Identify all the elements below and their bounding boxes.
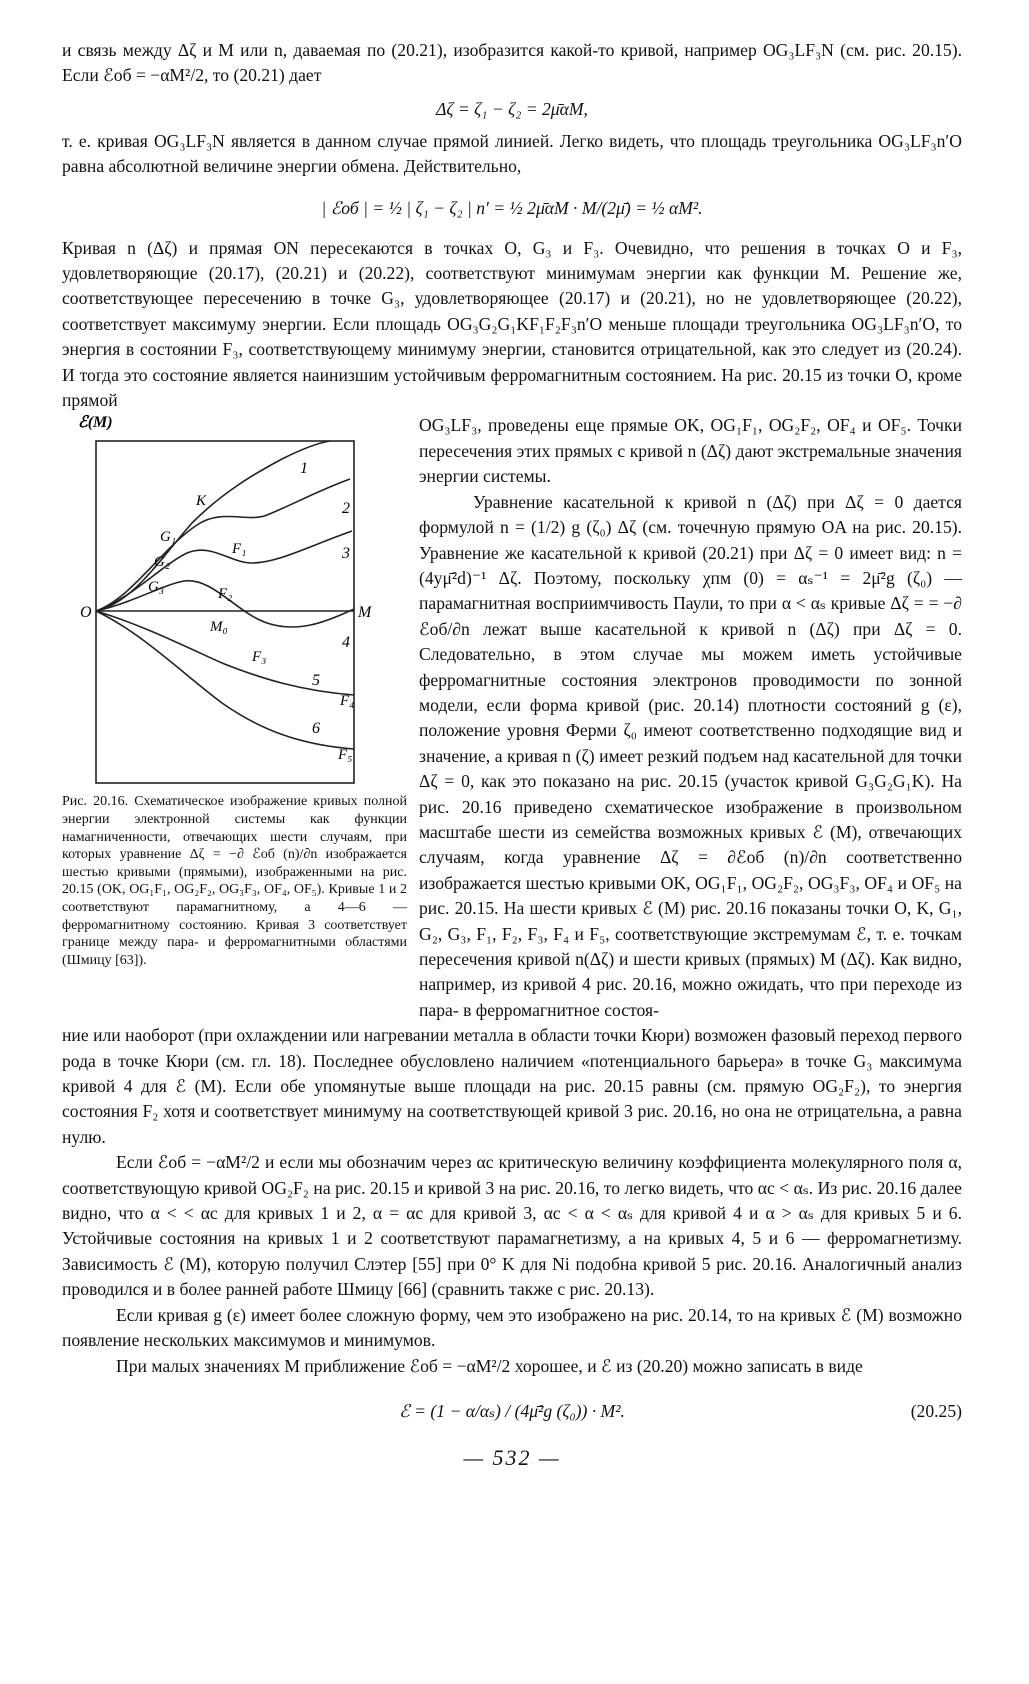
- axis-label-origin: O: [80, 604, 92, 622]
- point-label: K: [196, 493, 207, 510]
- paragraph: Уравнение касательной к кривой n (Δζ) при Δζ = 0 дается формулой n = (1/2) g (ζ₀) Δζ (см. точечную прямую OA на рис. 20.15). Уравнение же касательной к кривой (20.21) при Δζ = 0 имеет вид: n = (4yμ̄²d)⁻¹ Δζ. Поэтому, поскольку χпм (0) = αₛ⁻¹ = 2μ̄²g (ζ₀) — парамагнитная восприимчивость Паули, то при α < αₛ кривые Δζ = = −∂ ℰоб/∂n лежат выше касательной к кривой n (Δζ) при Δζ = 0. Следовательно, в этом случае мы можем иметь устойчивые ферромагнитные состояния электронов проводимости по зонной модели, если форма кривой (рис. 20.14) плотности состояний g (ε), положение уровня Ферми ζ₀ имеют соответственно подходящие вид и значение, а кривая n (ζ) имеет резкий подъем над касательной для точки Δζ = 0, как это показано на рис. 20.15 (участок кривой G₃G₂G₁K). На рис. 20.16 приведено схематическое изображение в произвольном масштабе шести из семейства возможных кривых ℰ (M), отвечающих случаям, когда уравнение Δζ = ∂ℰоб (n)/∂n соответственно изображается шестью кривыми OK, OG₁F₁, OG₂F₂, OG₃F₃, OF₄ и OF₅ на рис. 20.15. На шести кривых ℰ (M) рис. 20.16 показаны точки O, K, G₁, G₂, G₃, F₁, F₂, F₃, F₄ и F₅, соответствующие экстремумам ℰ, т. е. точкам пересечения кривой n(Δζ) и шести кривых (прямых) M (Δζ). Как видно, например, из кривой 4 рис. 20.16, можно ожидать, что при переходе из пара- в ферромагнитное состоя-: [419, 491, 962, 1020]
- paragraph: Кривая n (Δζ) и прямая ON пересекаются в точках O, G₃ и F₃. Очевидно, что решения в точках O и F₃, удовлетворяющие (20.17), (20.21) и (20.22), соответствуют минимумам энергии как функции M. Решение же, соответствующее пересечению в точке G₃, удовлетворяющее (20.17) и (20.21), но не удовлетворяющее (20.22), соответствует максимуму энергии. Если площадь OG₃G₂G₁KF₁F₂F₃n′O меньше площади треугольника OG₃LF₃n′O, то энергия в состоянии F₃, соответствующему минимуму энергии, становится отрицательной, как это следует из (20.24). И тогда это состояние является наинизшим устойчивым ферромагнитным состоянием. На рис. 20.15 из точки O, кроме прямой: [62, 237, 962, 411]
- page-number: — 532 —: [463, 1444, 561, 1470]
- point-label: G₃: [148, 579, 165, 596]
- point-label: F₃: [252, 649, 267, 666]
- point-label: M₀: [210, 619, 228, 636]
- right-column: [419, 413, 962, 1023]
- figure-20-16: [62, 413, 407, 1023]
- point-label: G₁: [160, 529, 177, 546]
- point-label: F₂: [218, 586, 233, 603]
- point-label: F₄: [340, 693, 355, 710]
- paragraph: Если ℰоб = −αM²/2 и если мы обозначим через αc критическую величину коэффициента молекулярного поля α, соответствующую кривой OG₂F₂ на рис. 20.15 и кривой 3 на рис. 20.16, то легко видеть, что αc < αₛ. Из рис. 20.16 далее видно, что α < < αc для кривых 1 и 2, α = αc для кривой 3, αc < α < αₛ для кривой 4 и α > αₛ для кривых 5 и 6. Устойчивые состояния на кривых 1 и 2 соответствуют парамагнетизму, а на кривых 4, 5 и 6 — ферромагнетизму. Зависимость ℰ (M), которую получил Слэтер [55] при 0° K для Ni подобна кривой 5 рис. 20.16. Аналогичный анализ проводился и в более ранней работе Шмицу [66] (сравнить также с рис. 20.13).: [62, 1152, 962, 1300]
- curve-label: 5: [312, 672, 320, 690]
- equation-20-25: [62, 1397, 962, 1425]
- equation-2: | ℰоб | = ½ | ζ₁ − ζ₂ | n′ = ½ 2μ̄αM · M/(2μ̄) = ½ αM².: [321, 197, 703, 218]
- curve-label: 3: [342, 545, 350, 563]
- paragraph: При малых значениях M приближение ℰоб = −αM²/2 хорошее, и ℰ из (20.20) можно записать в виде: [116, 1355, 863, 1376]
- equation-1: Δζ = ζ₁ − ζ₂ = 2μ̄αM,: [436, 98, 588, 119]
- paragraph: т. е. кривая OG₃LF₃N является в данном случае прямой линией. Легко видеть, что площадь треугольника OG₃LF₃n′O равна абсолютной величине энергии обмена. Действительно,: [62, 130, 962, 177]
- equation-number: (20.25): [910, 1400, 962, 1421]
- paragraph: ние или наоборот (при охлаждении или нагревании металла в области точки Кюри) возможен фазовый переход первого рода в точке Кюри (см. гл. 18). Последнее обусловлено наличием «потенциального барьера» в точке G₃ максимума кривой 4 для ℰ (M). Если обе упомянутые выше площади на рис. 20.15 равны (см. прямую OG₂F₂), то энергия состояния F₂ хотя и соответствует минимуму на соответствующей кривой 3 рис. 20.16, но она не отрицательна, а равна нулю.: [62, 1025, 962, 1147]
- point-label: G₂: [154, 554, 171, 571]
- paragraph: и связь между Δζ и M или n, даваемая по (20.21), изобразится какой-то кривой, например OG₃LF₃N (см. рис. 20.15). Если ℰоб = −αM²/2, то (20.21) дает: [62, 40, 962, 86]
- page: [62, 38, 962, 1471]
- paragraph: Если кривая g (ε) имеет более сложную форму, чем это изображено на рис. 20.14, то на кривых ℰ (M) возможно появление нескольких максимумов и минимумов.: [62, 1304, 962, 1351]
- curve-label: 6: [312, 720, 320, 738]
- curve-label: 1: [300, 460, 308, 478]
- curve-label: 2: [342, 500, 350, 518]
- axis-label-y: ℰ(M): [78, 414, 113, 432]
- point-label: F₁: [232, 541, 247, 558]
- curve-label: 4: [342, 634, 350, 652]
- figure-caption: Рис. 20.16. Схематическое изображение кривых полной энергии электронной системы как функции намагниченности, отвечающих шести случаям, при которых уравнение Δζ = −∂ ℰоб (n)/∂n изображается шестью кривыми (прямыми), изображенными на рис. 20.15 (OK, OG₁F₁, OG₂F₂, OG₃F₃, OF₄, OF₅). Кривые 1 и 2 соответствуют парамагнитному, а 4—6 — ферромагнитному состоянию. Кривая 3 соответствует границе между пара- и ферромагнитными областями (Шмицу [63]).: [62, 794, 407, 968]
- figure-plot: [62, 413, 407, 785]
- axis-label-x: M: [358, 604, 372, 622]
- curve-1: [96, 441, 330, 611]
- paragraph: OG₃LF₃, проведены еще прямые OK, OG₁F₁, OG₂F₂, OF₄ и OF₅. Точки пересечения этих прямых с кривой n (Δζ) дают экстремальные значения энергии системы.: [419, 415, 962, 487]
- figure-and-text-block: [62, 413, 962, 1023]
- point-label: F₅: [338, 747, 353, 764]
- equation-body: ℰ = (1 − α/αₛ) / (4μ̄²g (ζ₀)) · M².: [399, 1400, 625, 1421]
